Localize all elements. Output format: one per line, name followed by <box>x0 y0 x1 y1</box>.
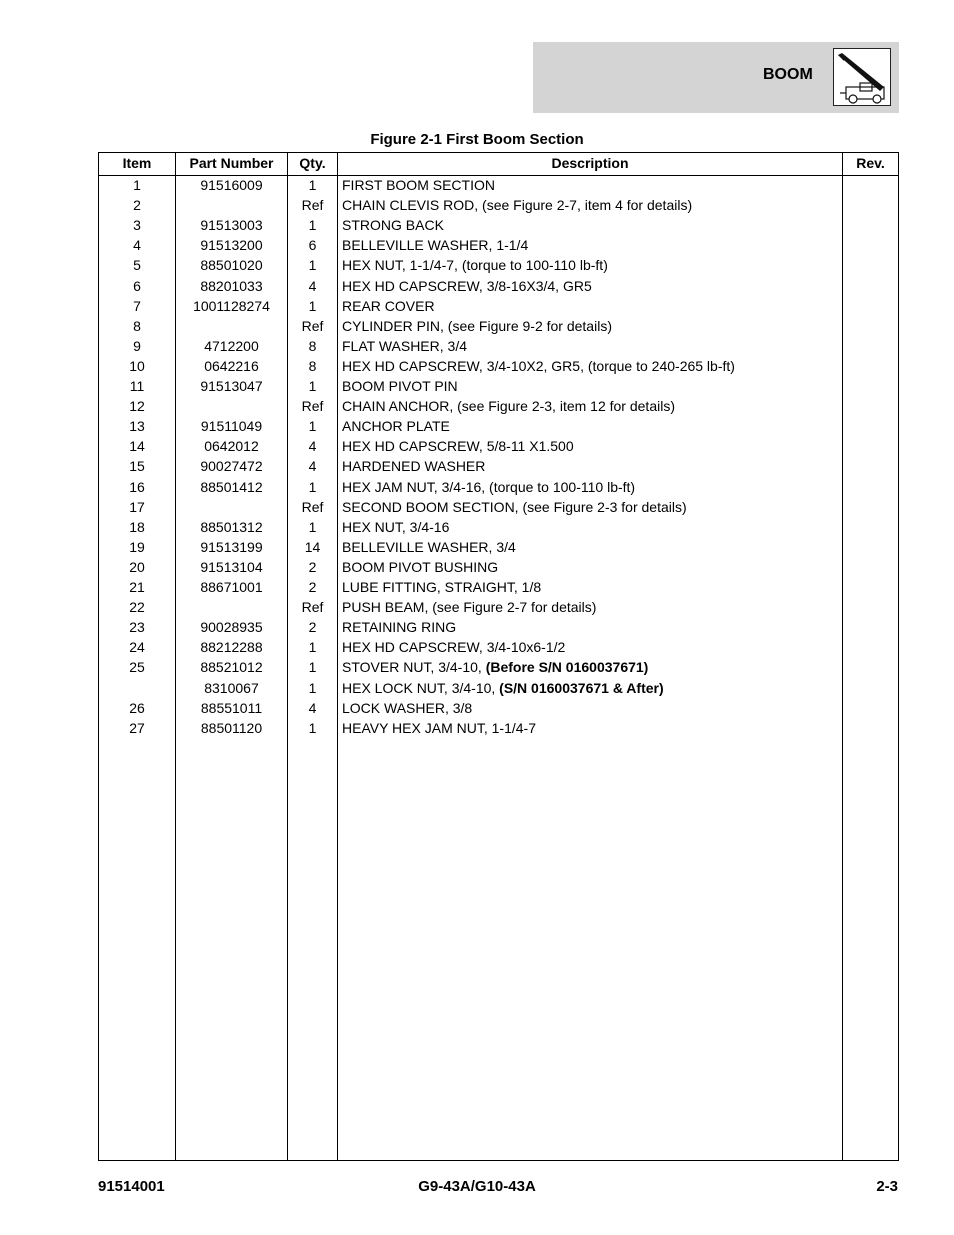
item-cell: 18 <box>129 518 145 535</box>
table-row <box>99 298 898 318</box>
item-cell: 25 <box>129 659 145 676</box>
description-cell: HEX HD CAPSCREW, 3/4-10X2, GR5, (torque to 240-265 lb-ft) <box>342 357 735 374</box>
item-cell: 9 <box>133 337 141 354</box>
part-number-cell: 88501120 <box>200 719 263 736</box>
header-divider <box>99 175 898 176</box>
qty-cell: 1 <box>308 679 317 696</box>
part-number-cell: 88501412 <box>200 478 263 495</box>
section-title: BOOM <box>763 66 813 83</box>
item-cell: 15 <box>129 458 145 475</box>
qty-cell: 2 <box>308 558 317 575</box>
table-row <box>99 217 898 237</box>
table-row <box>99 338 898 358</box>
description-cell: HEX LOCK NUT, 3/4-10, (S/N 0160037671 & After) <box>342 679 664 696</box>
part-number-cell: 90028935 <box>200 619 263 636</box>
column-header-description: Description <box>551 155 629 171</box>
qty-cell: Ref <box>301 197 324 214</box>
qty-cell: 1 <box>308 719 317 736</box>
description-cell: HEX NUT, 1-1/4-7, (torque to 100-110 lb-ft) <box>342 257 608 274</box>
qty-cell: Ref <box>301 317 324 334</box>
description-cell: BOOM PIVOT PIN <box>342 378 458 394</box>
part-number-cell: 91516009 <box>200 177 263 193</box>
qty-cell: 4 <box>308 277 317 294</box>
qty-cell: 1 <box>308 418 317 435</box>
item-cell: 16 <box>129 478 145 495</box>
qty-cell: 1 <box>308 297 317 314</box>
item-cell: 8 <box>133 317 141 334</box>
description-cell: BELLEVILLE WASHER, 3/4 <box>342 538 516 555</box>
part-number-cell: 8310067 <box>204 679 259 696</box>
qty-cell: 4 <box>308 438 317 455</box>
part-number-cell: 91513104 <box>200 558 263 575</box>
table-row <box>99 438 898 458</box>
figure-title: Figure 2-1 First Boom Section <box>370 131 584 148</box>
serial-note: (S/N 0160037671 & After) <box>499 679 664 696</box>
description-cell: HARDENED WASHER <box>342 458 486 475</box>
item-cell: 23 <box>129 619 145 636</box>
qty-cell: 4 <box>308 699 317 716</box>
table-row <box>99 398 898 418</box>
description-cell: STRONG BACK <box>342 217 444 234</box>
item-cell: 3 <box>133 217 141 234</box>
item-cell: 26 <box>129 699 145 716</box>
qty-cell: 1 <box>308 639 317 656</box>
item-cell: 12 <box>129 398 145 415</box>
description-cell: BELLEVILLE WASHER, 1-1/4 <box>342 237 529 254</box>
description-cell: FLAT WASHER, 3/4 <box>342 337 467 354</box>
part-number-cell: 0642216 <box>204 357 259 374</box>
qty-cell: 6 <box>308 237 317 254</box>
part-number-cell: 88521012 <box>200 659 263 676</box>
part-number-cell: 88501312 <box>200 518 263 535</box>
table-row <box>99 700 898 720</box>
description-cell: LUBE FITTING, STRAIGHT, 1/8 <box>342 579 542 595</box>
part-number-cell: 0642012 <box>204 438 259 455</box>
description-cell: BOOM PIVOT BUSHING <box>342 558 499 575</box>
table-row <box>99 659 898 679</box>
item-cell: 10 <box>129 357 145 374</box>
table-row <box>99 418 898 438</box>
item-cell: 21 <box>129 579 145 595</box>
qty-cell: 2 <box>308 579 317 595</box>
description-cell: HEX NUT, 3/4-16 <box>342 518 450 535</box>
item-cell: 20 <box>129 558 145 575</box>
column-header-qty: Qty. <box>299 155 326 171</box>
item-cell: 4 <box>133 237 141 254</box>
parts-table <box>98 152 899 1161</box>
qty-cell: 4 <box>308 458 317 475</box>
description-cell: HEX HD CAPSCREW, 3/4-10x6-1/2 <box>342 639 566 656</box>
boom-lift-icon <box>833 48 891 106</box>
table-row <box>99 539 898 559</box>
qty-cell: Ref <box>301 599 324 616</box>
table-row <box>99 479 898 499</box>
description-cell: HEX HD CAPSCREW, 3/8-16X3/4, GR5 <box>342 277 592 294</box>
description-cell: FIRST BOOM SECTION <box>342 177 495 193</box>
column-header-item: Item <box>122 155 152 171</box>
part-number-cell: 90027472 <box>200 458 263 475</box>
description-cell: HEX JAM NUT, 3/4-16, (torque to 100-110 lb-ft) <box>342 478 636 495</box>
description-cell: CHAIN ANCHOR, (see Figure 2-3, item 12 for details) <box>342 398 675 415</box>
part-number-cell: 88201033 <box>200 277 263 294</box>
description-cell: CHAIN CLEVIS ROD, (see Figure 2-7, item 4 for details) <box>342 197 693 214</box>
item-cell: 19 <box>129 538 145 555</box>
part-number-cell: 88212288 <box>200 639 263 656</box>
column-header-part-number: Part Number <box>189 155 274 171</box>
table-row <box>99 519 898 539</box>
table-row <box>99 579 898 599</box>
item-cell: 1 <box>133 177 141 193</box>
part-number-cell: 88501020 <box>200 257 263 274</box>
table-row <box>99 257 898 277</box>
item-cell: 7 <box>133 297 141 314</box>
qty-cell: 14 <box>304 538 321 555</box>
table-row <box>99 177 898 197</box>
part-number-cell: 91513003 <box>200 217 263 234</box>
qty-cell: 2 <box>308 619 317 636</box>
part-number-cell: 91513200 <box>200 237 263 254</box>
table-row <box>99 619 898 639</box>
table-row <box>99 318 898 338</box>
qty-cell: Ref <box>301 498 324 515</box>
qty-cell: 1 <box>308 257 317 274</box>
table-row <box>99 358 898 378</box>
description-cell: HEX HD CAPSCREW, 5/8-11 X1.500 <box>342 438 574 455</box>
table-row <box>99 458 898 478</box>
qty-cell: 1 <box>308 378 317 394</box>
qty-cell: 1 <box>308 217 317 234</box>
item-cell: 27 <box>129 719 145 736</box>
part-number-cell: 91511049 <box>200 418 263 435</box>
description-cell: ANCHOR PLATE <box>342 418 450 435</box>
table-row <box>99 680 898 700</box>
table-row <box>99 639 898 659</box>
part-number-cell: 88671001 <box>200 579 263 595</box>
description-cell: CYLINDER PIN, (see Figure 9-2 for details) <box>342 317 612 334</box>
part-number-cell: 91513047 <box>200 378 263 394</box>
table-row <box>99 378 898 398</box>
part-number-cell: 88551011 <box>200 699 263 716</box>
footer-page-number: 2-3 <box>876 1178 898 1195</box>
table-row <box>99 197 898 217</box>
footer-model: G9-43A/G10-43A <box>418 1178 536 1195</box>
description-cell: HEAVY HEX JAM NUT, 1-1/4-7 <box>342 719 536 736</box>
table-row <box>99 559 898 579</box>
table-row <box>99 599 898 619</box>
description-cell: PUSH BEAM, (see Figure 2-7 for details) <box>342 599 597 616</box>
item-cell: 6 <box>133 277 141 294</box>
item-cell: 24 <box>129 639 145 656</box>
description-cell: SECOND BOOM SECTION, (see Figure 2-3 for details) <box>342 498 687 515</box>
table-row <box>99 720 898 740</box>
part-number-cell: 1001128274 <box>193 297 270 314</box>
description-cell: LOCK WASHER, 3/8 <box>342 699 473 716</box>
qty-cell: Ref <box>301 398 324 415</box>
item-cell: 2 <box>133 197 141 214</box>
qty-cell: 8 <box>308 337 317 354</box>
item-cell: 5 <box>133 257 141 274</box>
column-header-rev: Rev. <box>856 155 885 171</box>
table-row <box>99 499 898 519</box>
qty-cell: 1 <box>308 518 317 535</box>
description-cell: STOVER NUT, 3/4-10, (Before S/N 0160037671) <box>342 659 649 676</box>
footer-doc-number: 91514001 <box>98 1178 165 1195</box>
item-cell: 13 <box>129 418 145 435</box>
part-number-cell: 91513199 <box>200 538 263 555</box>
item-cell: 14 <box>129 438 145 455</box>
qty-cell: 1 <box>308 659 317 676</box>
item-cell: 17 <box>129 498 145 515</box>
qty-cell: 8 <box>308 357 317 374</box>
table-row <box>99 278 898 298</box>
item-cell: 22 <box>129 599 145 616</box>
qty-cell: 1 <box>308 478 317 495</box>
item-cell: 11 <box>129 378 145 394</box>
table-row <box>99 237 898 257</box>
part-number-cell: 4712200 <box>204 337 259 354</box>
qty-cell: 1 <box>308 177 317 193</box>
description-cell: RETAINING RING <box>342 619 457 636</box>
serial-note: (Before S/N 0160037671) <box>485 659 649 676</box>
description-cell: REAR COVER <box>342 297 435 314</box>
